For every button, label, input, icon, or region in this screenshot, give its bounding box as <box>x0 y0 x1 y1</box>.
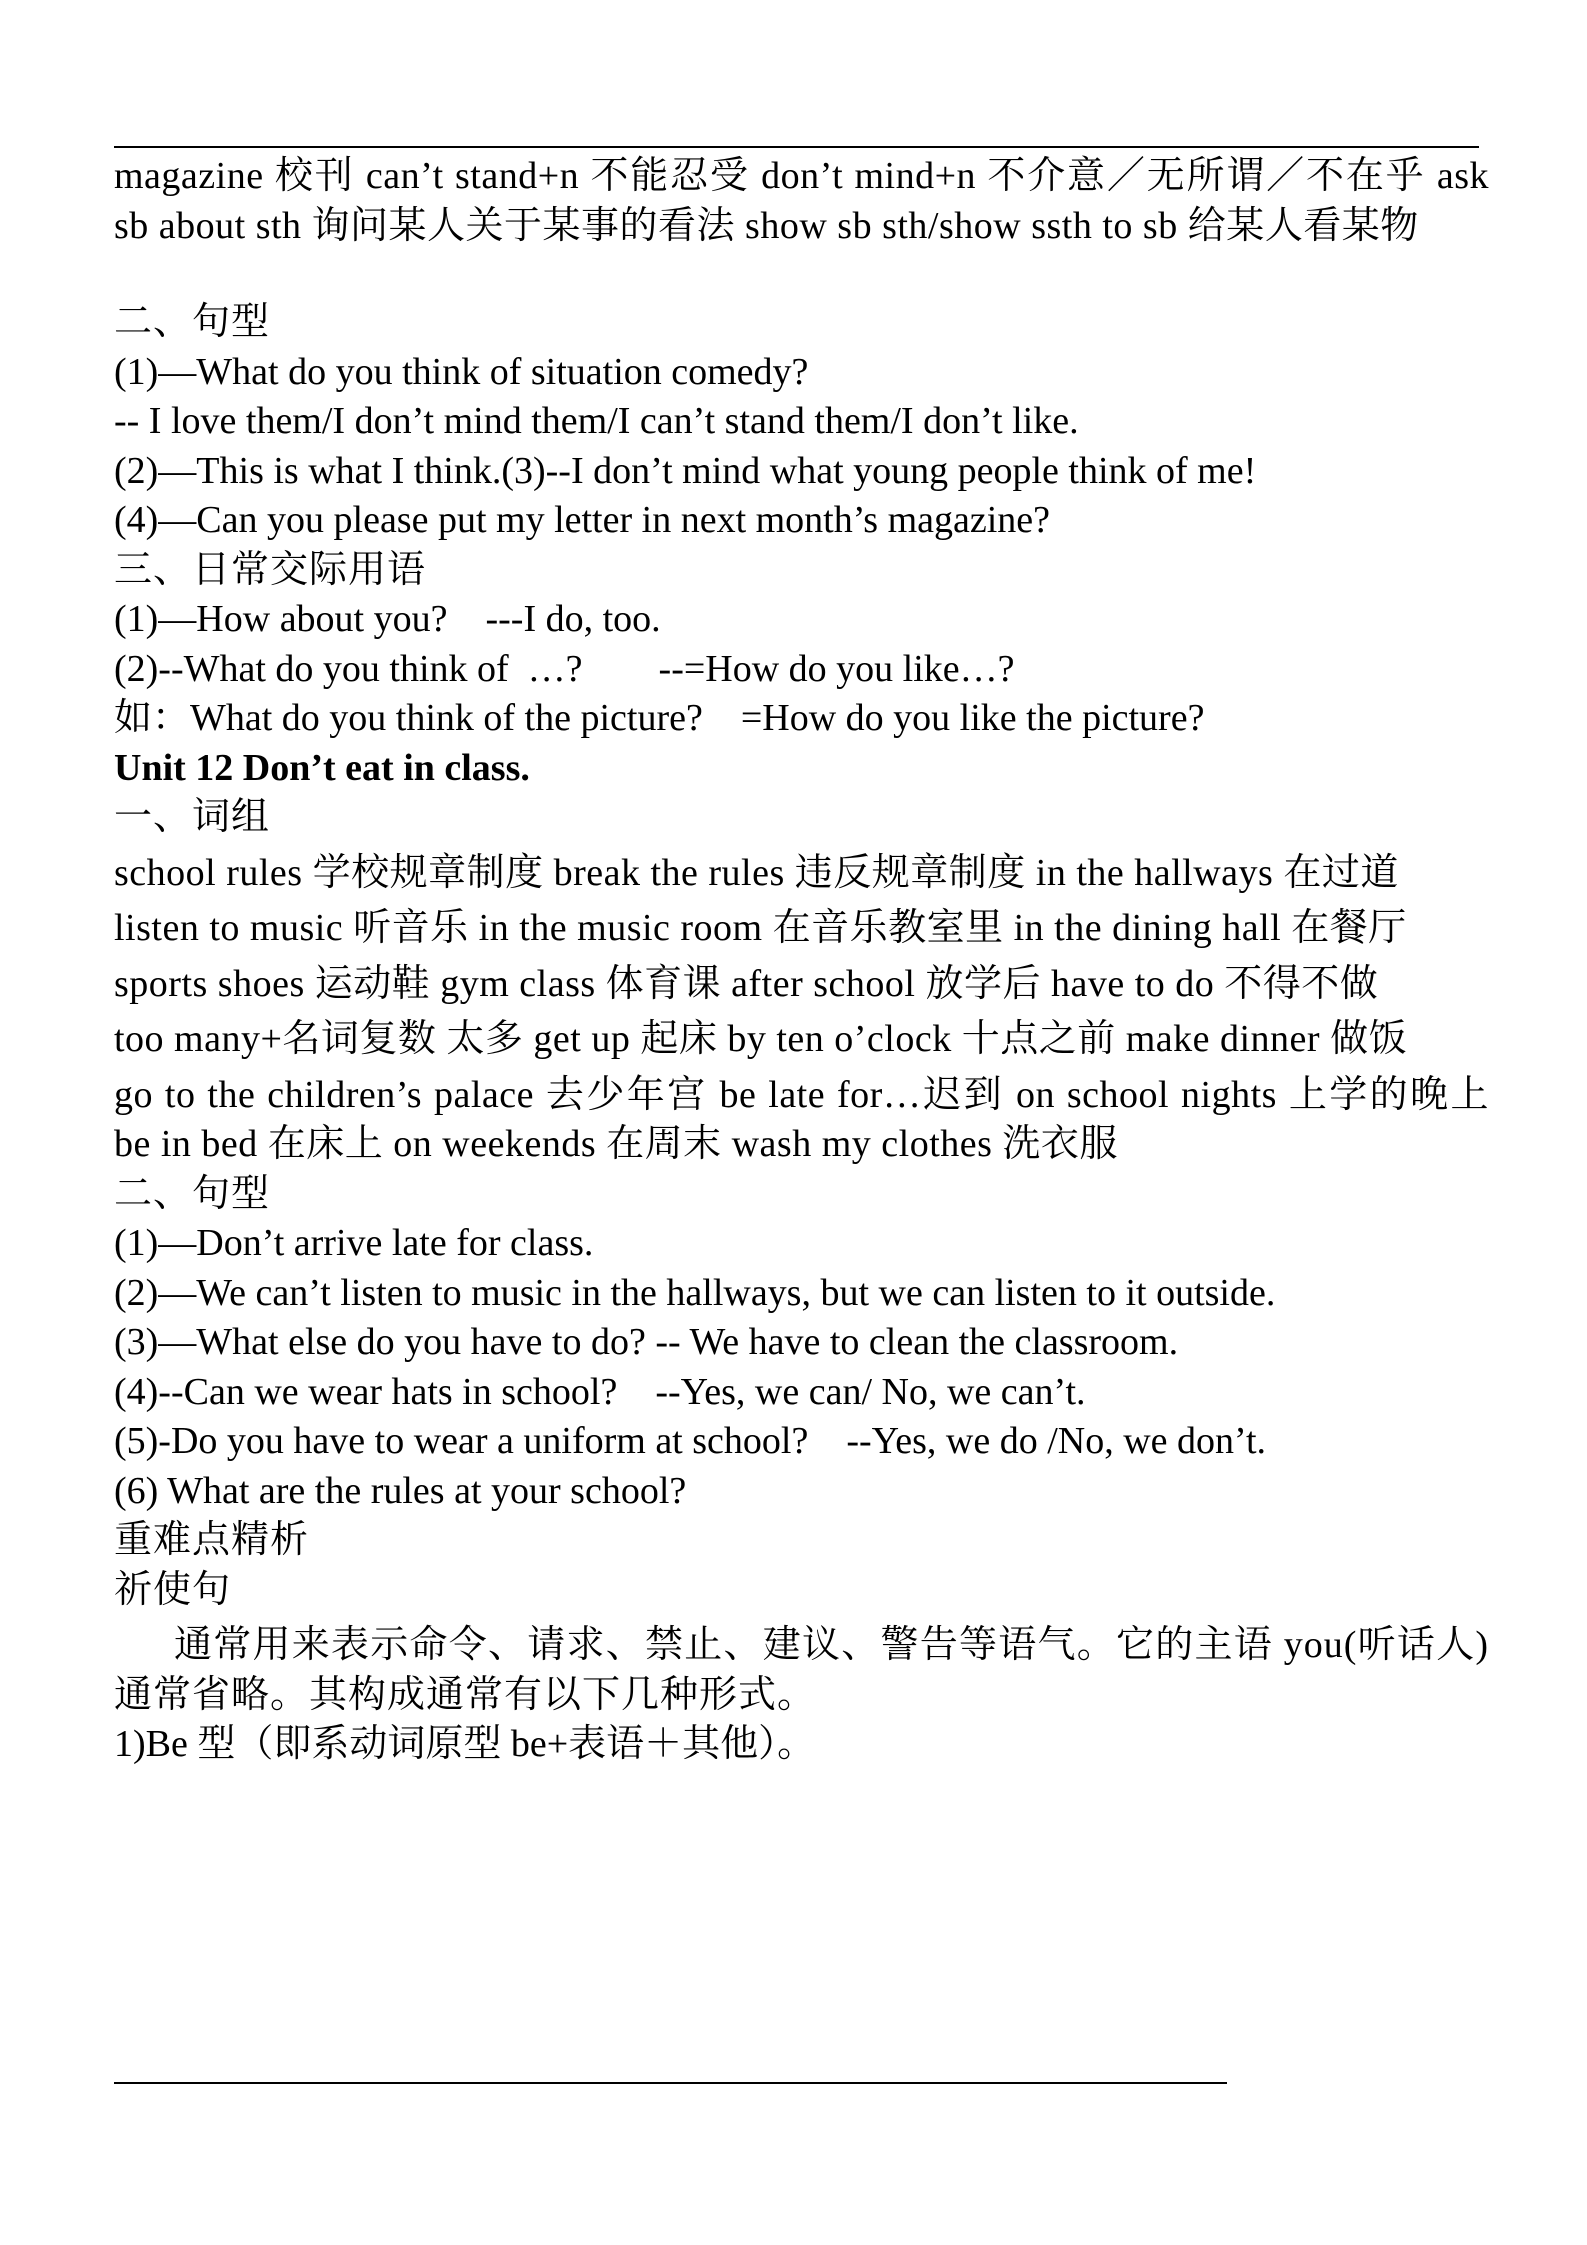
section-heading-imperatives: 祈使句 <box>114 1568 232 1611</box>
sentence-4: (4)—Can you please put my letter in next month’s magazine? <box>114 499 1051 541</box>
dialogue-1: (1)—How about you? ---I do, too. <box>114 598 661 640</box>
unit-title: Unit 12 Don’t eat in class. <box>114 746 530 789</box>
section-heading-sentence-patterns-2: 二、句型 <box>114 1172 271 1215</box>
sentence-1: (1)—What do you think of situation comedy? <box>114 350 809 393</box>
section-heading-phrases: 一、词组 <box>114 796 271 838</box>
imperative-type-be: 1)Be 型（即系动词原型 be+表语＋其他）。 <box>114 1723 816 1765</box>
footer-rule <box>114 2082 1227 2084</box>
rule-sentence-4: (4)--Can we wear hats in school? --Yes, we can/ No, we can’t. <box>114 1370 1086 1413</box>
rule-sentence-2: (2)—We can’t listen to music in the hallways, but we can listen to it outside. <box>114 1271 1276 1314</box>
section-heading-daily-expressions: 三、日常交际用语 <box>114 548 427 591</box>
vocabulary-paragraph: magazine 校刊 can’t stand+n 不能忍受 don’t mind+n 不介意／无所谓／不在乎 ask sb about sth 询问某人关于某事的看法 show sb sth/show ssth to sb 给某人看某物 <box>114 155 1489 247</box>
section-heading-key-points: 重难点精析 <box>114 1519 310 1561</box>
rule-sentence-1: (1)—Don’t arrive late for class. <box>114 1222 594 1264</box>
page-body <box>114 152 1489 1770</box>
sentence-3: (2)—This is what I think.(3)--I don’t mind what young people think of me! <box>114 449 1257 492</box>
rule-sentence-3: (3)—What else do you have to do? -- We have to clean the classroom. <box>114 1321 1179 1363</box>
phrases-paragraph-3: sports shoes 运动鞋 gym class 体育课 after school 放学后 have to do 不得不做 <box>114 962 1379 1005</box>
rule-sentence-6: (6) What are the rules at your school? <box>114 1469 687 1512</box>
rule-sentence-5: (5)-Do you have to wear a uniform at school? --Yes, we do /No, we don’t. <box>114 1420 1267 1462</box>
phrases-paragraph-4: too many+名词复数 太多 get up 起床 by ten o’clock 十点之前 make dinner 做饭 <box>114 1018 1408 1060</box>
imperative-explanation: 通常用来表示命令、请求、禁止、建议、警告等语气。它的主语 you(听话人)通常省略。其构成通常有以下几种形式。 <box>114 1624 1489 1716</box>
phrases-paragraph-2: listen to music 听音乐 in the music room 在音乐教室里 in the dining hall 在餐厅 <box>114 907 1407 949</box>
phrases-paragraph-1: school rules 学校规章制度 break the rules 违反规章制度 in the hallways 在过道 <box>114 851 1399 894</box>
header-rule <box>114 146 1479 148</box>
phrases-paragraph-5: go to the children’s palace 去少年宫 be late for…迟到 on school nights 上学的晚上 be in bed 在床上 on weekends 在周末 wash my clothes 洗衣服 <box>114 1073 1489 1165</box>
section-heading-sentence-patterns: 二、句型 <box>114 301 271 343</box>
dialogue-2: (2)--What do you think of …? --=How do you like…? <box>114 647 1015 690</box>
dialogue-example: 如：What do you think of the picture? =How do you like the picture? <box>114 697 1205 739</box>
sentence-2: -- I love them/I don’t mind them/I can’t stand them/I don’t like. <box>114 400 1079 442</box>
